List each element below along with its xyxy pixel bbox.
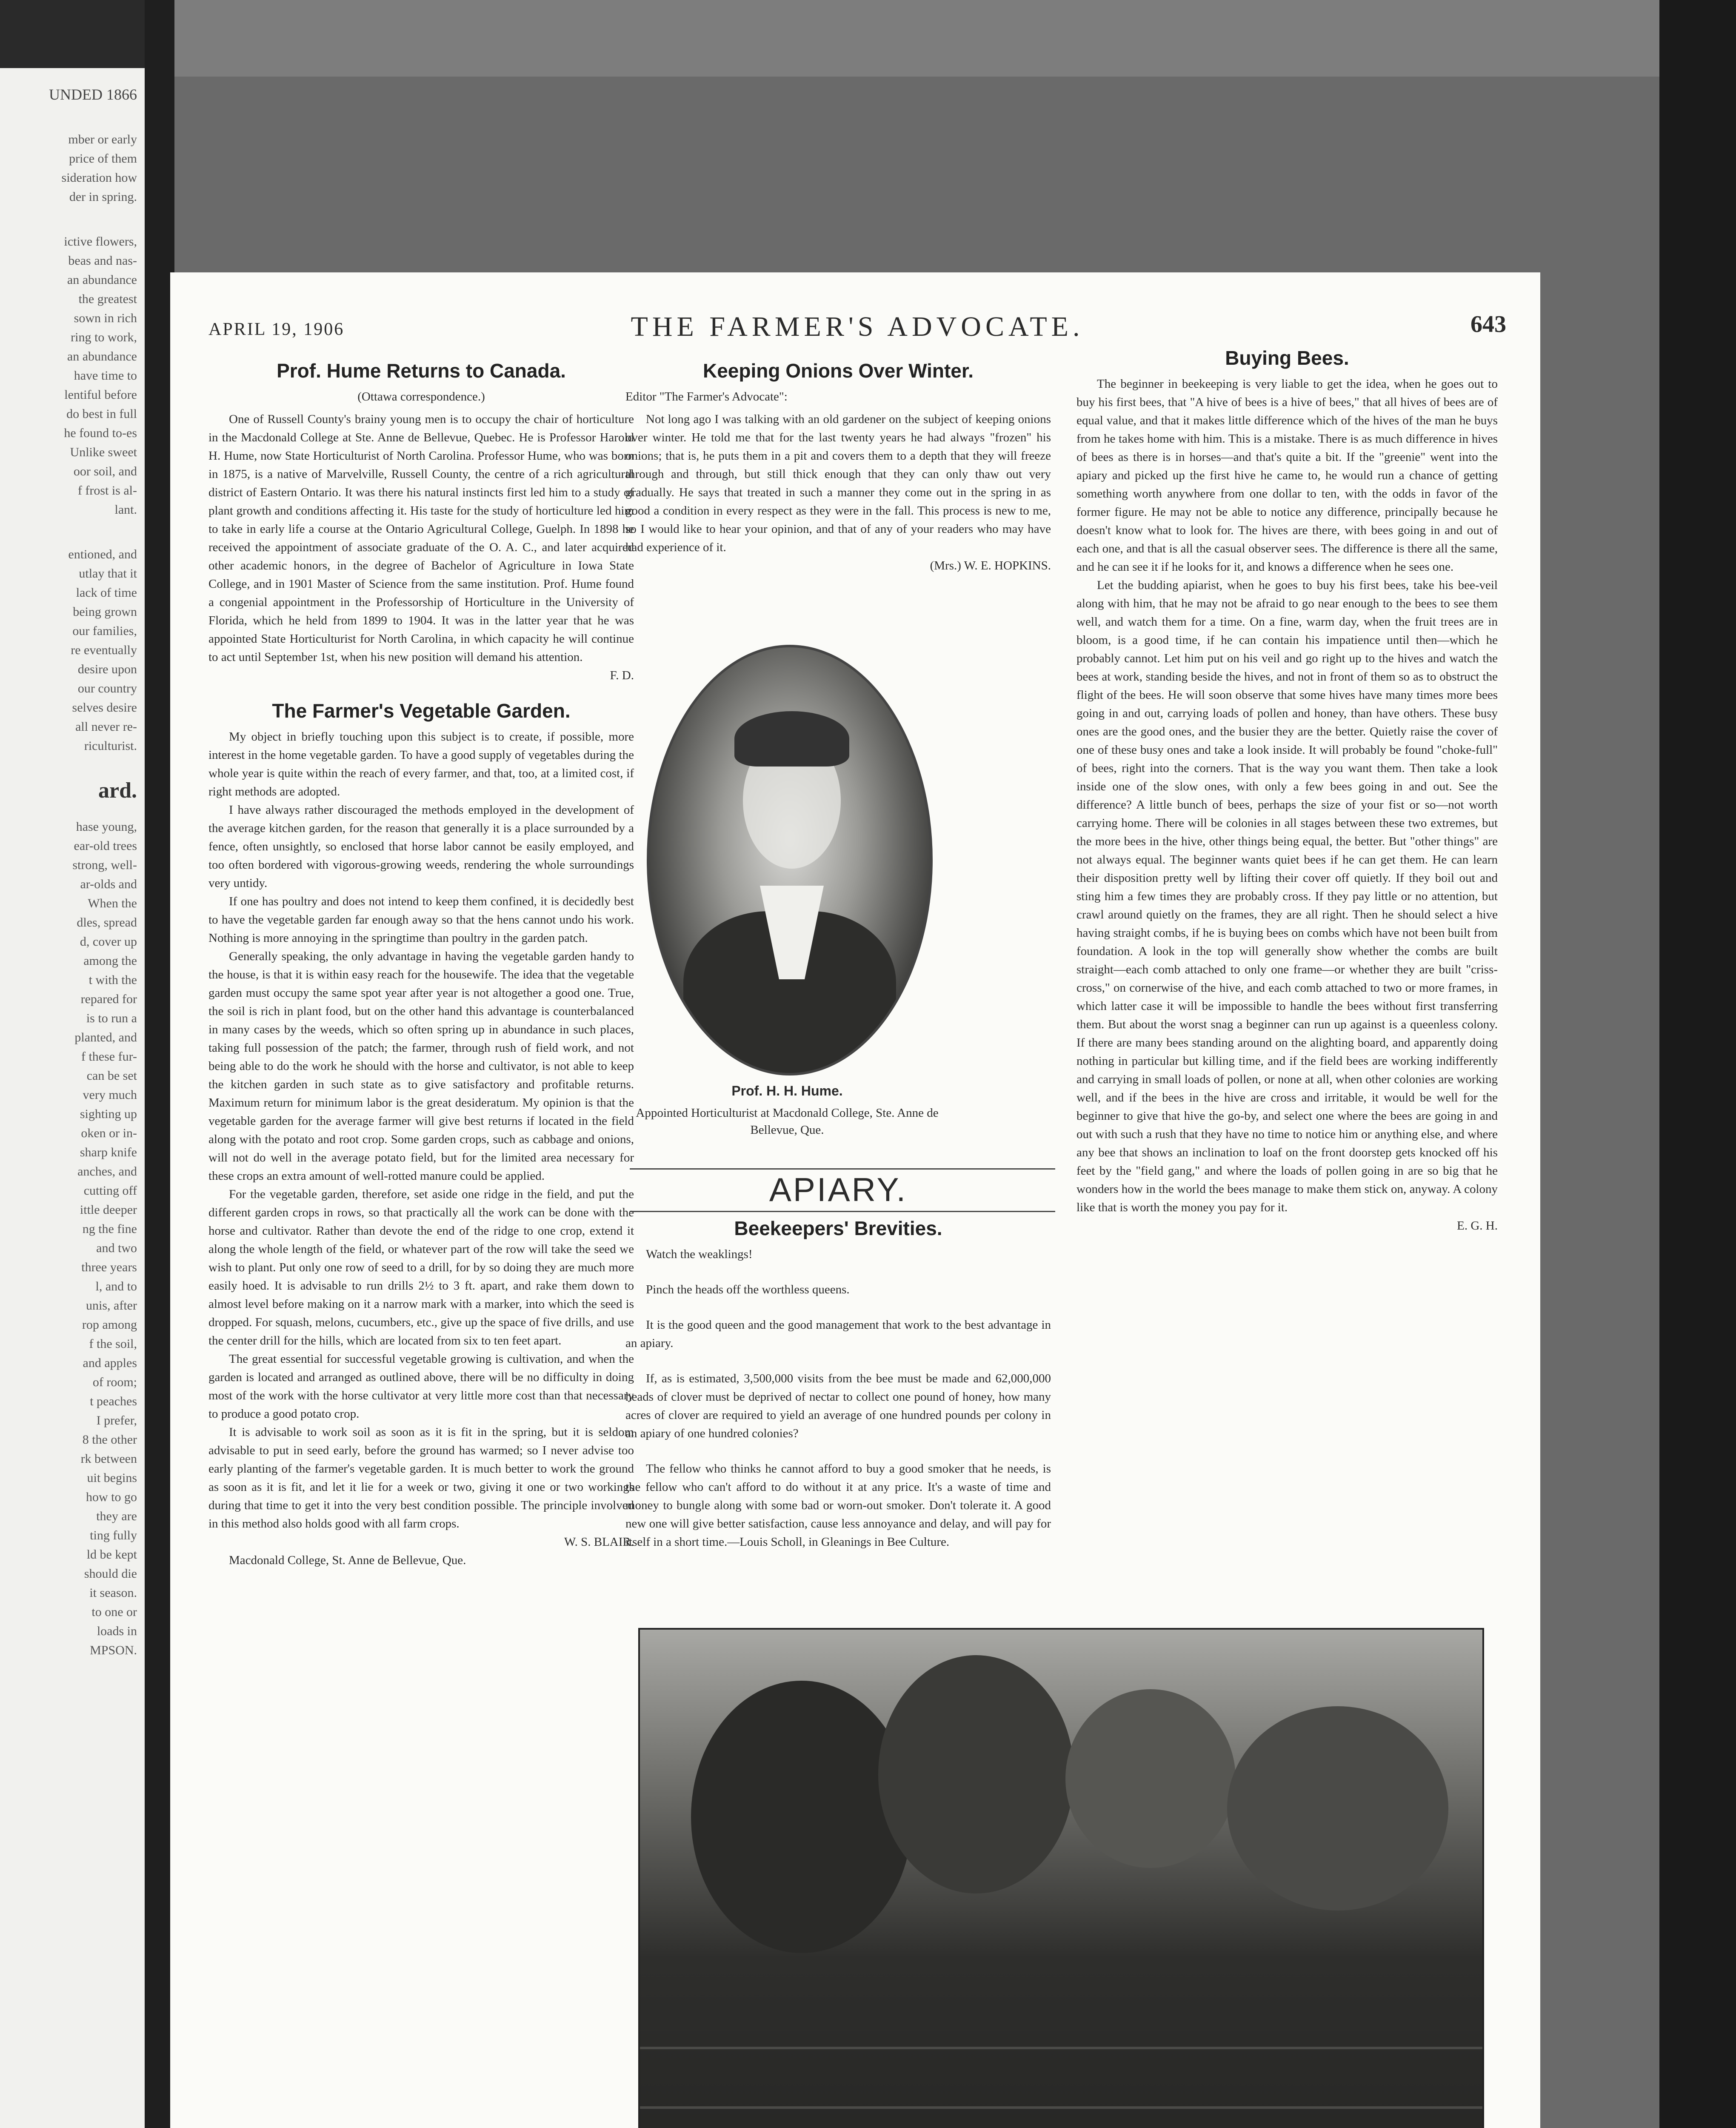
portrait-caption: Appointed Horticulturist at Macdonald College, Ste. Anne de Bellevue, Que. [636,1106,939,1137]
fragment-line: desire upon [77,662,137,676]
fragment-line: f the soil, [89,1337,137,1351]
fragment-line: I prefer, [96,1413,137,1427]
paragraph: It is advisable to work soil as soon as it is fit in the spring, but it is seldom advisable to put in seed early, before the ground has warmed; so I never advise too early planting of the farmer's vegetable garden. It is much better to work the ground as soon as it is fit, and let it lie for a week or two, giving it one or two workings during that time to get it into the very best condition possible. The principle involved in this method also holds good with all farm crops. [208,1425,634,1530]
brevity-item: If, as is estimated, 3,500,000 visits from the bee must be made and 62,000,000 heads of clover must be deprived of nectar to collect one pound of honey, how many acres of clover are required to yield an average of one hundred pounds per colony in an apiary of one hundred colonies? [625,1372,1051,1440]
fragment-line: Unlike sweet [70,445,137,459]
fragment-line: ld be kept [86,1547,137,1562]
fragment-line: lentiful before [64,388,137,402]
fragment-line: sighting up [80,1107,137,1121]
fragment-line: When the [88,896,137,910]
fragment-line: t with the [89,973,137,987]
fragment-line: ar-olds and [80,877,137,891]
fragment-line: and two [96,1241,137,1255]
fragment-line: mber or early [68,132,137,146]
column-apiary [625,1219,1051,1568]
column-right [1076,349,1498,1235]
article-salutation-onions: Editor "The Farmer's Advocate": [625,390,788,403]
paragraph: If one has poultry and does not intend to keep them confined, it is decidedly best to have the vegetable garden far enough away so that the hens cannot undo his work. Nothing is more annoying in the springtime than poultry in the garden patch. [208,895,634,945]
fragment-line: among the [83,954,137,968]
fragment-line: ng the fine [82,1222,137,1236]
fragment-line: oor soil, and [73,464,137,478]
masthead [208,311,1506,345]
fragment-line: of room; [92,1375,137,1389]
article-title-bees: Buying Bees. [1225,347,1349,369]
fragment-line: uit begins [87,1471,137,1485]
fragment-line: being grown [73,605,137,619]
fragment-line: t peaches [90,1394,137,1408]
article-title-hume: Prof. Hume Returns to Canada. [277,360,566,382]
apiary-rule-top [630,1168,1055,1170]
paragraph: My object in briefly touching upon this subject is to create, if possible, more interest in the home vegetable garden. To have a good supply of vegetables during the whole year is quite within the reach of every farmer, and that, too, at a limited cost, if right methods are adopted. [208,730,634,798]
fragment-line: entioned, and [68,547,137,561]
fragment-line: unis, after [86,1299,137,1313]
scan-right-border [1659,0,1736,2128]
fragment-line: dles, spread [77,915,137,930]
scan-top-border [174,0,1736,77]
fragment-line: d, cover up [80,935,137,949]
fragment-line: f frost is al- [77,483,137,498]
fragment-line: repared for [80,992,137,1006]
fragment-line: f these fur- [81,1050,137,1064]
fragment-line: strong, well- [72,858,137,872]
fragment-line: sharp knife [80,1145,137,1159]
fragment-line: ear-old trees [74,839,137,853]
fragment-line: to one or [91,1605,137,1619]
fragment-line: rk between [80,1452,137,1466]
fragment-line: beas and nas- [68,254,137,268]
fragment-line: sown in rich [74,311,137,325]
article-signature-hume: F. D. [610,669,634,682]
article-title-garden: The Farmer's Vegetable Garden. [272,700,571,722]
fragment-line: selves desire [72,701,137,715]
fragment-line: three years [81,1260,137,1274]
paragraph: The great essential for successful vegetable growing is cultivation, and when the garden is located and arranged as outlined above, there will be no difficulty in doing most of the work with the horse cultivator at very little more cost than that necessary to produce a good potato crop. [208,1352,634,1421]
fragment-line: do best in full [66,407,137,421]
brevity-item: It is the good queen and the good management that work to the best advantage in an apiary. [625,1318,1051,1350]
fragment-line: riculturist. [84,739,137,753]
fragment-line: the greatest [78,292,137,306]
section-heading-apiary: APIARY. [769,1171,908,1208]
fragment-line: sideration how [61,171,137,185]
fragment-line: l, and to [95,1279,137,1293]
article-body-beekeepers [625,1245,1051,1551]
fragment-line: hase young, [76,820,137,834]
fragment-line: ring to work, [71,330,137,344]
fragment-line: should die [84,1567,137,1581]
fragment-line: is to run a [86,1011,137,1025]
fragment-line: ictive flowers, [64,235,137,249]
article-signature-bees: E. G. H. [1457,1219,1498,1233]
previous-page-text [9,68,137,1660]
article-body-garden [208,728,634,1533]
portrait-photo [647,645,933,1075]
garden-photo [638,1628,1484,2128]
previous-page-header: UNDED 1866 [49,86,137,103]
fragment-line: cutting off [83,1184,137,1198]
article-body-bees [1076,375,1498,1217]
previous-page-heading: ard. [98,778,137,803]
previous-page-fragment [0,68,145,2128]
portrait-name: Prof. H. H. Hume. [731,1083,843,1098]
fragment-line: ittle deeper [80,1203,137,1217]
page-number: 643 [1470,311,1506,338]
article-title-beekeepers: Beekeepers' Brevities. [734,1217,942,1239]
fragment-line: utlay that it [79,566,137,581]
paragraph: For the vegetable garden, therefore, set aside one ridge in the field, and put the different garden crops in rows, so that practically all the work can be done with the horse and cultivator. Rather than devote the end of the ridge to one crop, extend it along the whole length of the field, or whatever part of the row will take the seed we wish to plant. Put only one row of seed to a drill, for by so doing they are much more easily hoed. It is advisable to run drills 2½ to 3 ft. apart, and rake them down to almost level before making on it a narrow mark with a marker, into which the seed is dropped. For squash, melons, cucumbers, etc., give up the space of five drills, and use the center drill for the hills, which are located from six to ten feet apart. [208,1187,634,1347]
publication-title: THE FARMER'S ADVOCATE. [631,311,1084,342]
fragment-line: oken or in- [81,1126,137,1140]
article-subtitle-hume: (Ottawa correspondence.) [357,390,485,403]
paragraph: The beginner in beekeeping is very liable to get the idea, when he goes out to buy his first bees, that "A hive of bees is a hive of bees," that all hives of bees are of equal value, and that it makes little difference which of the hives of the man he buys from he takes home with him. This is a mistake. There is as much difference in hives of bees as there is in horses—and that's quite a bit. If the "greenie" went into the apiary and picked up the first hive he came to, he would run a chance of getting something worth anywhere from one dollar to ten, with the odds in favor of the former figure. He may not be able to notice any difference, principally because he doesn't know what to look for. The hives are there, with bees going in and out of each one, and that is all the casual observer sees. The difference is there all the same, and he can see it if he looks for it, and knows a difference when he sees one. [1076,377,1498,574]
article-body-onions: Not long ago I was talking with an old gardener on the subject of keeping onions over winter. He told me that for the last twenty years he had always "frozen" his onions; that is, he puts them in a pit and covers them to a depth that they will freeze through and through, but still thick enough that they can only thaw out very gradually. He says that treated in such a manner they come out in the spring in as good a condition in every respect as they were in the fall. This process is new to me, so I would like to hear your opinion, and that of any of your readers who may have had experience of it. [625,412,1051,554]
newspaper-page [170,272,1540,2128]
fragment-line: can be set [86,1069,137,1083]
brevity-item: The fellow who thinks he cannot afford to buy a good smoker that he needs, is the fellow who can't afford to do without it at any price. It's a waste of time and money to bungle along with some bad or worn-out smoker. Don't tolerate it. A good new one will give better satisfaction, cause less annoyance and delay, and will pay for itself in a short time.—Louis Scholl, in Gleanings in Bee Culture. [625,1462,1051,1549]
fragment-line: they are [96,1509,137,1523]
article-signature-garden: W. S. BLAIR. [564,1535,634,1549]
column-middle [625,362,1051,575]
fragment-line: an abundance [67,273,137,287]
fragment-line: rop among [82,1318,137,1332]
fragment-line: he found to-es [64,426,137,440]
fragment-line: price of them [69,152,137,166]
fragment-line: re eventually [71,643,137,657]
fragment-line: very much [83,1088,137,1102]
fragment-line: lant. [114,503,137,517]
fragment-line: loads in [97,1624,137,1638]
fragment-line: 8 the other [82,1433,137,1447]
fragment-line: an abundance [67,349,137,363]
fragment-line: our country [77,681,137,695]
paragraph: I have always rather discouraged the methods employed in the development of the average kitchen garden, for the reason that generally it is a place surrounded by a fence, often unsightly, so enclosed that horse labor cannot be easily employed, and too often bordered with vigorous-growing weeds, rendering the whole surroundings very untidy. [208,803,634,890]
article-title-onions: Keeping Onions Over Winter. [702,360,974,382]
fragment-line: anches, and [77,1164,137,1178]
fragment-line: der in spring. [69,190,137,204]
article-place-garden: Macdonald College, St. Anne de Bellevue, Que. [229,1553,466,1567]
fragment-line: all never re- [75,720,137,734]
fragment-line: have time to [74,369,137,383]
fragment-line: MPSON. [90,1643,137,1657]
fragment-line: our families, [72,624,137,638]
article-signature-onions: (Mrs.) W. E. HOPKINS. [930,559,1051,572]
fragment-line: and apples [83,1356,137,1370]
column-left [208,362,634,1570]
issue-date: APRIL 19, 1906 [208,320,345,339]
fragment-line: it season. [89,1586,137,1600]
fragment-line: lack of time [76,586,137,600]
paragraph: Generally speaking, the only advantage in having the vegetable garden handy to the house, is that it is within easy reach for the housewife. The idea that the vegetable garden must occupy the same spot year after year is not altogether a good one. True, the soil is rich in plant food, but on the other hand this advantage is counterbalanced in many cases by the weeds, which so often spring up in abundance in such places, taking full possession of the patch; the farmer, through rush of field work, and not being able to do the work he should with the horse and cultivator, is not able to keep the kitchen garden in such state as to give satisfactory and profitable returns. Maximum return for minimum labor is the great desideratum. My opinion is that the vegetable garden for the average farmer will give best returns if located in the field along with the potato and root crop. Some garden crops, such as cabbage and onions, will not do well in the average potato field, but for the limited area necessary for these crops an extra amount of well-rotted manure could be applied. [208,950,634,1183]
fragment-line: ting fully [90,1528,137,1542]
brevity-item: Pinch the heads off the worthless queens. [646,1283,850,1296]
fragment-line: how to go [86,1490,137,1504]
fragment-line: planted, and [74,1030,137,1044]
apiary-rule-bottom [630,1211,1055,1212]
brevity-item: Watch the weaklings! [646,1247,753,1261]
article-body-hume: One of Russell County's brainy young men is to occupy the chair of horticulture in the Macdonald College at Ste. Anne de Bellevue, Quebec. He is Professor Harold H. Hume, now State Horticulturist of North Carolina. Professor Hume, who was born in 1875, is a native of Marvelville, Russell County, the centre of a rich agricultural district of Eastern Ontario. It was there his natural instincts first led him to a study of plant growth and conditions affecting it. His taste for the study of horticulture led him to take in early life a course at the Ontario Agricultural College, Guelph. In 1898 he received the appointment of associate graduate of the O. A. C., and later acquired other academic honors, in the degree of Bachelor of Agriculture in Iowa State College, and in 1901 Master of Science from the same institution. Prof. Hume found a congenial appointment in the Professorship of Horticulture in the University of Florida, which he held from 1899 to 1904. It was in the latter year that he was appointed State Horticulturist for North Carolina, in which capacity he will continue to act until September 1st, when his new position will demand his attention. [208,412,634,664]
paragraph: Let the budding apiarist, when he goes to buy his first bees, take his bee-veil along with him, that he may not be afraid to go near enough to the bees to see them well, and watch them for a time. On a fine, warm day, when the fruit trees are in bloom, is a good time, if he can contain his impatience until then—which he probably cannot. Let him put on his veil and go right up to the hives and watch the bees at work, standing beside the hives, and not in front of them so as to obstruct the flight of the bees. He will soon observe that some hives have many times more bees going in and out, carrying loads of pollen and honey, than have others. These busy ones are the good ones, and the busier they are the better. Quietly raise the cover of one of these busy ones and take a look inside. It will probably be found "choke-full" of bees, right into the corners. That is the way you want them. Then take a look inside one of the slow ones, with only a few bees going in and out. See the difference? A little bunch of bees, perhaps the size of your fist or so—not worth carrying home. There will be colonies in all stages between these two extremes, but the more bees in the hive, other things being equal, the better. But "other things" are not always equal. The beginner wants quiet bees if he can get them. He can learn their disposition pretty well by lifting their cover off quietly. If they boil out and sting him a few times they are probably cross. If they pay little or no attention, but crawl around quietly on the frames, they are all right. Then he should select a hive having straight combs, if he is buying bees on combs which have not been built from foundation. A look in the top will generally show whether the combs are built straight—each comb attached to only one frame—or whether they are built "criss-cross," on cornerwise of the hive, and each comb attached to two or more frames, in which latter case it will be impossible to handle the bees without first transferring them. But about the worst snag a beginner can run up against is a queenless colony. If there are many bees standing around on the alighting board, and apparently doing nothing in particular but killing time, and if the field bees are working indifferently and carrying in small loads of pollen, or none at all, when other colonies are working well, and if the bees in the hive are cross and irritable, it would be well for the beginner to give that hive the go-by, and select one where the bees are going in and out with such a rush that they have no time to notice him or anything else, and where any bee that shows an inclination to loaf on the front doorstep gets knocked off his feet by the "field gang," and where the loads of pollen going in are so big that he wonders how in the world the bees manage to make them stick on, anyway. A colony like that is worth the money you pay for it. [1076,578,1498,1214]
